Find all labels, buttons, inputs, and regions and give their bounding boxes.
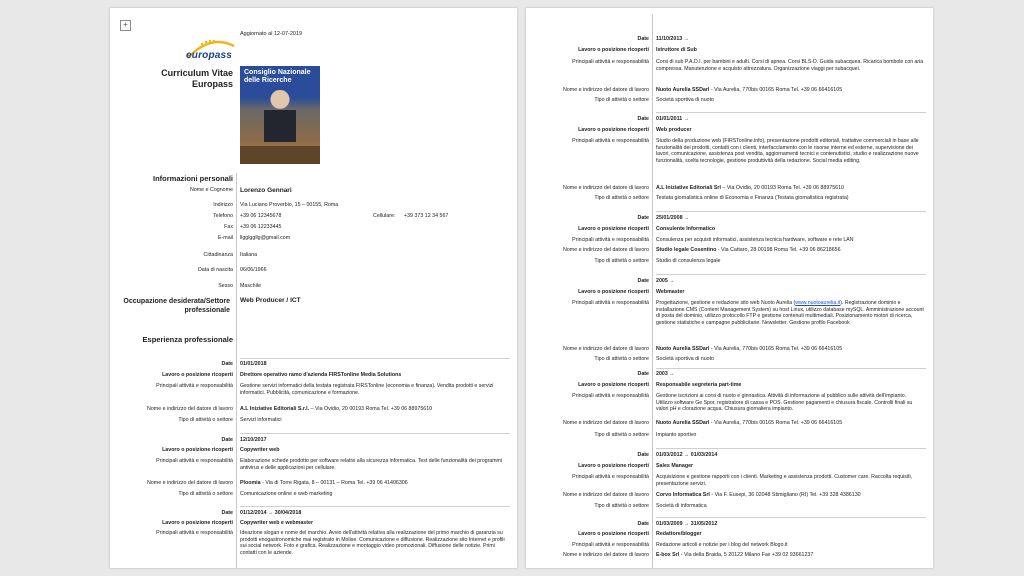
- right-job-3-employer-label: Nome e indirizzo del datore di lavoro: [563, 346, 649, 352]
- label-address: Indirizzo: [213, 202, 233, 208]
- left-job-0-employer-label: Nome e indirizzo del datore di lavoro: [147, 406, 233, 412]
- right-job-4-activities-label: Principali attività e responsabilità: [572, 393, 649, 399]
- right-job-1-activities: [526, 137, 933, 183]
- label-birth: Data di nascita: [197, 267, 233, 273]
- right-job-2-activities: [526, 236, 933, 246]
- value-birth: 06/06/1966: [240, 267, 267, 273]
- right-job-6-date-value: 01/03/2009 → 31/05/2012: [656, 521, 718, 527]
- left-job-2-activities-label: Principali attività e responsabilità: [156, 530, 233, 536]
- right-job-3-role-label: Lavoro o posizione ricoperti: [578, 289, 649, 295]
- left-job-0-activities-value: Gestione servizi informatici della testata registrata FIRSTonline (economia e finanza). Vendita prodotti e servizi informatici. Pubblicità, comunicazione e formazione.: [240, 383, 494, 396]
- updated-date: Aggiornato al 12-07-2019: [240, 31, 303, 37]
- right-job-4-role: [526, 381, 933, 390]
- right-job-4-employer-value: Nuoto Aurelia SSDarl - Via Aurelia, 770bis 00165 Roma Tel. +39 06 66416105: [656, 420, 843, 426]
- left-job-1-role-label: Lavoro o posizione ricoperti: [162, 447, 233, 453]
- cv-title-line2: Europass: [191, 79, 233, 89]
- right-job-6-activities-label: Principali attività e responsabilità: [572, 542, 649, 548]
- right-job-6-role-label: Lavoro o posizione ricoperti: [578, 531, 649, 537]
- row-fax: [110, 223, 517, 232]
- label-fax: Fax: [224, 224, 233, 230]
- right-job-5-date: [526, 451, 933, 460]
- right-job-4-activities: [526, 392, 933, 420]
- right-job-0-role-label: Lavoro o posizione ricoperti: [578, 47, 649, 53]
- right-job-5-sector-value: Società di informatica: [656, 503, 707, 509]
- right-job-0-sector: [526, 96, 933, 105]
- right-job-0-date-label: Date: [637, 36, 649, 42]
- right-job-5-activities-label: Principali attività e responsabilità: [572, 474, 649, 480]
- right-job-4-employer: [526, 419, 933, 428]
- right-job-1-date: [526, 115, 933, 124]
- left-job-1-activities-value: Elaborazione schede prodotto per software relativi alla sicurezza informatica. Test delle funzionalità dei programmi antivirus e delle applicazioni per cellulare.: [240, 458, 503, 471]
- job-separator: [240, 358, 510, 359]
- right-job-5-date-label: Date: [637, 452, 649, 458]
- right-job-1-employer-value: A.L Iniziative Editoriali Srl – Via Ovidio, 20 00193 Roma Tel. +39 06 88975610: [656, 185, 845, 191]
- left-job-2-role: [110, 519, 517, 528]
- right-job-5-employer: [526, 491, 933, 500]
- value-email[interactable]: llgglggllg@gmail.com: [240, 235, 291, 241]
- right-job-1-sector-value: Testata giornalistica online di Economia e Finanza (Testata giornalistica registrata): [656, 195, 849, 201]
- right-job-1-role: [526, 126, 933, 135]
- right-job-1-activities-value: Studio della produzione web (FIRSTonline.info), presentazione prodotti editoriali, trattative commerciali in base alle funzionalità dei prodotti, contatti con i clienti, interfacciamento con le risorse interne ed esterne, supervisione dei lavori, comunicazione, assistenza post vendita, aggiornamenti tecnici e contenutistici, studio e realizzazione nuove funzionalità, scelta tecnologie, gestione produttività della redazione. Social media editing.: [656, 138, 919, 164]
- left-job-0-sector: [110, 416, 517, 425]
- left-job-0-date-label: Date: [221, 361, 233, 367]
- job-separator: [656, 274, 926, 275]
- row-citizenship: [110, 251, 517, 260]
- right-job-0-employer-value: Nuoto Aurelia SSDarl - Via Aurelia, 770bis 00165 Roma Tel. +39 06 66416105: [656, 87, 843, 93]
- left-job-2-activities-value: Ideazione slogan e nome del marchio. Avvio dell'attività relativa alla realizzazione del primo marchio di garanzia su prodotti enogastronomiche mai registrato in Molise. Comunicazione e diffusione. Realizzazione sito Internet e profili sui social network. Foto e grafica. Realizzazione e montaggio video promozionali. Diffusione delle notizie. Primi contatti con le aziende.: [240, 530, 505, 556]
- left-job-0-date: [110, 360, 517, 369]
- right-job-2-date: [526, 214, 933, 223]
- left-job-0-employer-value: A.L Iniziative Editoriali S.r.l. – Via Ovidio, 20 00193 Roma Tel. +39 06 88975610: [240, 406, 433, 412]
- right-job-6-role: [526, 530, 933, 539]
- right-job-1-employer: [526, 184, 933, 193]
- right-job-0-sector-value: Società sportiva di nuoto: [656, 97, 715, 103]
- row-birth: [110, 266, 517, 275]
- value-mobile: +39 373 12 34 567: [404, 213, 449, 219]
- left-job-2-date: [110, 509, 517, 518]
- right-job-6-date-label: Date: [637, 521, 649, 527]
- job-separator: [656, 368, 926, 369]
- table-move-handle-icon[interactable]: +: [120, 20, 131, 31]
- right-job-1-role-label: Lavoro o posizione ricoperti: [578, 127, 649, 133]
- right-job-1-date-label: Date: [637, 116, 649, 122]
- right-job-0-employer-label: Nome e indirizzo del datore di lavoro: [563, 87, 649, 93]
- left-job-1-role: [110, 446, 517, 455]
- right-job-6-date: [526, 520, 933, 529]
- right-job-3-sector: [526, 355, 933, 364]
- left-job-2-date-value: 01/12/2014 → 30/04/2018: [240, 510, 302, 516]
- job-separator: [240, 433, 510, 434]
- right-job-2-sector-value: Studio di consulenza legale: [656, 258, 721, 264]
- cv-page-2: [526, 8, 933, 568]
- right-job-4-role-label: Lavoro o posizione ricoperti: [578, 382, 649, 388]
- right-job-4-employer-label: Nome e indirizzo del datore di lavoro: [563, 420, 649, 426]
- right-job-4-sector-label: Tipo di attività o settore: [594, 432, 649, 438]
- label-citizenship: Cittadinanza: [203, 252, 233, 258]
- right-job-4-date-label: Date: [637, 371, 649, 377]
- left-job-1-role-value: Copywriter web: [240, 447, 280, 453]
- left-job-1-date-label: Date: [221, 437, 233, 443]
- right-job-2-employer-label: Nome e indirizzo del datore di lavoro: [563, 247, 649, 253]
- left-job-0-activities-label: Principali attività e responsabilità: [156, 383, 233, 389]
- left-job-0-sector-value: Servizi informatici: [240, 417, 282, 423]
- job-separator: [656, 112, 926, 113]
- cv-title-line1: Curriculum Vitae: [161, 68, 233, 78]
- left-job-2-role-value: Copywriter web e webmaster: [240, 520, 314, 526]
- right-job-0-activities: [526, 58, 933, 85]
- right-job-3-date-value: 2005 →: [656, 278, 675, 284]
- right-job-1-activities-label: Principali attività e responsabilità: [572, 138, 649, 144]
- right-job-2-sector: [526, 257, 933, 266]
- right-job-1-date-value: 01/01/2011 →: [656, 116, 689, 122]
- left-job-1-activities: [110, 457, 517, 479]
- right-job-0-activities-label: Principali attività e responsabilità: [572, 59, 649, 65]
- right-job-1-sector: [526, 194, 933, 203]
- value-fax: +39 06 12233445: [240, 224, 282, 230]
- cv-title: [110, 68, 233, 90]
- europass-logo-text: europass: [186, 50, 233, 61]
- left-job-0-activities: [110, 382, 517, 404]
- section-personal-info: Informazioni personali: [152, 174, 233, 183]
- right-job-0-activities-value: Corsi di sub P.A.D.I. per bambini e adulti. Corsi di apnea. Corsi BLS-D. Guida subacquea. Ricarica bombole con aria compressa. Manutenzione e acquisto attrezzatura. Organizzazione viaggi per subacquei.: [656, 59, 924, 72]
- right-job-5-sector-label: Tipo di attività o settore: [594, 503, 649, 509]
- right-job-1-sector-label: Tipo di attività o settore: [594, 195, 649, 201]
- right-job-2-activities-value: Consulenza per acquisti informatici, assistenza tecnica hardware, software e rete LAN: [656, 237, 854, 243]
- job-separator: [240, 506, 510, 507]
- right-job-3-activities-value: Progettazione, gestione e redazione sito web Nuoto Aurelia (www.nuotoaurelia.it). Registrazione dominio e installazione CMS (Content Management System) su host Linux, utilizzo database mySQL. Amministrazione account di posta del dominio, utilizzo protocollo FTP e gestione contenuti multimediali. Posizionamento motori di ricerca, gestione statistiche e campagne pubblicitarie. Newsletter. Gestione profilo Facebook: [656, 300, 924, 326]
- photo-person: [264, 90, 296, 142]
- left-job-1-employer-value: Ploomia - Via di Torre Rigata, 8 – 00131 – Roma Tel. +39 06 41406306: [240, 480, 408, 486]
- left-job-2-date-label: Date: [221, 510, 233, 516]
- value-citizenship: Italiana: [240, 252, 258, 258]
- left-job-0-employer: [110, 405, 517, 414]
- value-name: Lorenzo Gennari: [240, 187, 292, 194]
- value-phone: +39 06 12345678: [240, 213, 282, 219]
- right-job-2-role-label: Lavoro o posizione ricoperti: [578, 226, 649, 232]
- right-job-0-date-value: 11/10/2013 →: [656, 36, 689, 42]
- right-job-1-employer-label: Nome e indirizzo del datore di lavoro: [563, 185, 649, 191]
- right-job-6-activities-value: Redazione articoli e notizie per i blog del network Blogo.it: [656, 542, 788, 548]
- right-job-6-employer-label: Nome e indirizzo del datore di lavoro: [563, 552, 649, 558]
- right-job-5-sector: [526, 502, 933, 511]
- right-job-3-sector-label: Tipo di attività o settore: [594, 356, 649, 362]
- label-name: Nome e Cognome: [190, 187, 233, 193]
- right-job-3-date-label: Date: [637, 278, 649, 284]
- left-job-2-activities: [110, 529, 517, 565]
- label-email: E-mail: [217, 235, 233, 241]
- row-name: [110, 186, 517, 195]
- left-job-1-sector-value: Comunicazione online e web marketing: [240, 491, 333, 497]
- right-job-0-employer: [526, 86, 933, 95]
- job-separator: [656, 211, 926, 212]
- right-job-6-activities: [526, 541, 933, 551]
- right-job-3-role: [526, 288, 933, 297]
- right-job-6-employer: [526, 551, 933, 560]
- right-job-5-role-label: Lavoro o posizione ricoperti: [578, 463, 649, 469]
- right-job-3-activities: [526, 299, 933, 345]
- left-job-1-employer-label: Nome e indirizzo del datore di lavoro: [147, 480, 233, 486]
- right-job-5-date-value: 01/03/2012 → 01/03/2014: [656, 452, 718, 458]
- label-occupation: Occupazione desiderata/Settore professionale: [123, 298, 230, 314]
- right-job-0-sector-label: Tipo di attività o settore: [594, 97, 649, 103]
- website-link[interactable]: www.nuotoaurelia.it: [795, 300, 841, 306]
- left-job-0-sector-label: Tipo di attività o settore: [178, 417, 233, 423]
- right-job-4-sector: [526, 431, 933, 440]
- right-job-5-role-value: Sales Manager: [656, 463, 694, 469]
- left-job-1-activities-label: Principali attività e responsabilità: [156, 458, 233, 464]
- job-separator: [656, 517, 926, 518]
- right-job-3-employer: [526, 345, 933, 354]
- right-job-2-employer: [526, 246, 933, 255]
- left-job-1-date-value: 12/10/2017: [240, 437, 267, 443]
- right-job-2-date-value: 25/01/2008 →: [656, 215, 690, 221]
- right-job-4-role-value: Responsabile segreteria part-time: [656, 382, 742, 388]
- left-job-0-role-label: Lavoro o posizione ricoperti: [162, 372, 233, 378]
- left-job-1-date: [110, 436, 517, 445]
- right-job-3-sector-value: Società sportiva di nuoto: [656, 356, 715, 362]
- right-job-2-sector-label: Tipo di attività o settore: [594, 258, 649, 264]
- right-job-5-employer-label: Nome e indirizzo del datore di lavoro: [563, 492, 649, 498]
- right-job-2-activities-label: Principali attività e responsabilità: [572, 237, 649, 243]
- right-job-5-activities-value: Acquisizione e gestione rapporti con i clienti. Marketing e assistenza prodotti. Customer care. Raccolta requisiti, presentazione servizi.: [656, 474, 913, 487]
- left-job-1-sector-label: Tipo di attività o settore: [178, 491, 233, 497]
- right-job-6-role-value: Redattore/blogger: [656, 531, 702, 537]
- profile-photo: [240, 66, 320, 164]
- job-separator: [656, 448, 926, 449]
- left-job-1-employer: [110, 479, 517, 488]
- right-job-3-role-value: Webmaster: [656, 289, 685, 295]
- right-job-2-date-label: Date: [637, 215, 649, 221]
- right-job-3-activities-label: Principali attività e responsabilità: [572, 300, 649, 306]
- right-job-2-employer-value: Studio legale Cosentino - Via Cattaro, 28 00198 Roma Tel. +39 06 86218656: [656, 247, 841, 253]
- right-job-0-role: [526, 46, 933, 55]
- value-address: Via Luciano Proverbio, 15 – 00155, Roma: [240, 202, 339, 208]
- photo-desk: [240, 146, 320, 164]
- row-address: [110, 201, 517, 210]
- value-occupation: Web Producer / ICT: [240, 297, 301, 304]
- section-work-experience: Esperienza professionale: [142, 335, 233, 344]
- row-email: [110, 234, 517, 243]
- left-job-0-role-value: Direttore operativo ramo d'azienda FIRSTonline Media Solutions: [240, 372, 402, 378]
- right-job-4-sector-value: Impianto sportivo: [656, 432, 697, 438]
- right-job-4-activities-value: Gestione iscrizioni ai corsi di nuoto e ginnastica. Attività di informazione al pubblico sulle attività dell'impianto. Utilizzo software Ge Spor, registratore di cassa e POS. Gestione pagamenti e chiusura fiscale. Controlli finali su valori pH e clorazione acqua. Chiusura giornaliera impianto.: [656, 393, 913, 413]
- left-job-2-role-label: Lavoro o posizione ricoperti: [162, 520, 233, 526]
- right-job-2-role: [526, 225, 933, 234]
- value-sex: Maschile: [240, 283, 261, 289]
- right-job-1-role-value: Web producer: [656, 127, 692, 133]
- right-job-4-date-value: 2003 →: [656, 371, 675, 377]
- row-phone: [110, 212, 517, 221]
- right-job-3-date: [526, 277, 933, 286]
- right-job-2-role-value: Consulente Informatico: [656, 226, 716, 232]
- right-job-6-employer-value: E-box Srl - Via della Braida, 5 20122 Milano Fax +39 02 93661237: [656, 552, 814, 558]
- right-job-5-employer-value: Corvo Informatica Srl - Via F. Eusepi, 36 02048 Stimigliano (RI) Tel. +39 328 4386130: [656, 492, 861, 498]
- label-sex: Sesso: [218, 283, 233, 289]
- left-job-0-role: [110, 371, 517, 380]
- cv-page-1: [110, 8, 517, 568]
- right-job-3-employer-value: Nuoto Aurelia SSDarl - Via Aurelia, 770bis 00165 Roma Tel. +39 06 66416105: [656, 346, 843, 352]
- label-phone: Telefono: [212, 213, 233, 219]
- right-job-0-date: [526, 35, 933, 44]
- photo-banner-text: Consiglio Nazionale delle Ricerche: [244, 69, 311, 84]
- left-job-0-date-value: 01/01/2018: [240, 361, 267, 367]
- right-job-4-date: [526, 370, 933, 379]
- left-job-1-sector: [110, 490, 517, 499]
- right-job-0-role-value: Istruttore di Sub: [656, 47, 697, 53]
- row-sex: [110, 282, 517, 291]
- right-job-5-activities: [526, 473, 933, 491]
- label-mobile: Cellulare:: [373, 213, 396, 219]
- right-job-5-role: [526, 462, 933, 471]
